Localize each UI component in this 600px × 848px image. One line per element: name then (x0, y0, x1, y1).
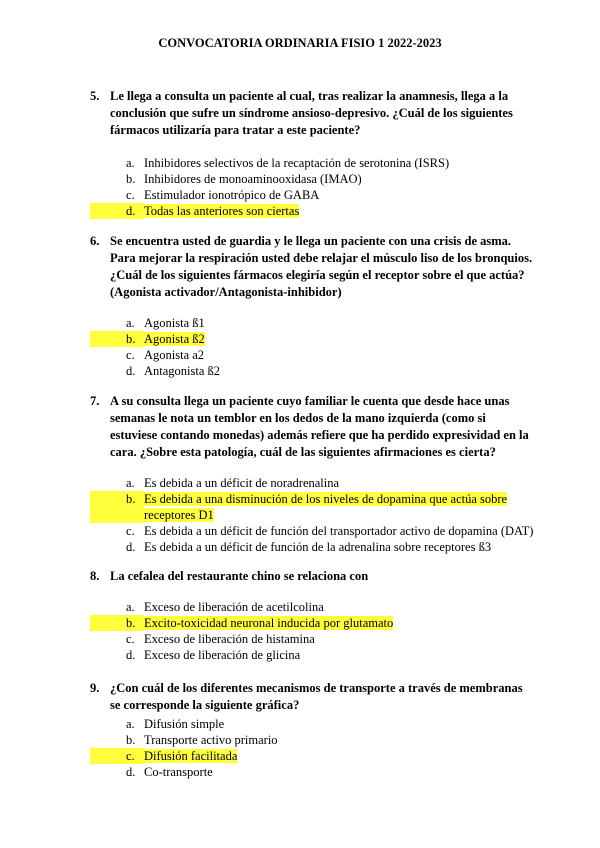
option-text: Co-transporte (144, 765, 213, 779)
question-number: 7. (90, 394, 100, 408)
option-text: Transporte activo primario (144, 733, 278, 747)
option-a[interactable]: a. Inhibidores selectivos de la recaptación de serotonina (ISRS) (126, 156, 450, 170)
question-text: La cefalea del restaurante chino se relaciona con (110, 569, 369, 583)
option-text: Es debida a un déficit de función de la adrenalina sobre receptores ß3 (144, 540, 492, 554)
option-c[interactable]: c. Es debida a un déficit de función del transportador activo de dopamina (DAT) (126, 524, 534, 538)
option-d[interactable]: d. Exceso de liberación de glicina (126, 648, 301, 662)
option-a[interactable]: a. Es debida a un déficit de noradrenalina (126, 476, 340, 490)
option-text: Exceso de liberación de acetilcolina (144, 600, 324, 614)
option-text-highlighted: Es debida a una disminución de los niveles de dopamina que actúa sobre receptores D1 (144, 492, 508, 522)
options-list (90, 475, 535, 555)
option-text: Agonista a2 (144, 348, 205, 362)
option-text-highlighted: Todas las anteriores son ciertas (144, 204, 300, 218)
option-text: Inhibidores selectivos de la recaptación de serotonina (ISRS) (144, 156, 450, 170)
option-b[interactable]: b. Agonista ß2 (90, 331, 535, 347)
option-c[interactable]: c. Difusión facilitada (90, 748, 535, 764)
option-text-highlighted: Agonista ß2 (144, 332, 205, 346)
options-list (90, 716, 535, 780)
question-number: 6. (90, 234, 100, 248)
option-text: Estimulador ionotrópico de GABA (144, 188, 320, 202)
question-text: ¿Con cuál de los diferentes mecanismos de transporte a través de membranas se corresponde la siguiente gráfica? (110, 681, 523, 712)
question-text: Se encuentra usted de guardia y le llega un paciente con una crisis de asma. Para mejorar la respiración usted debe relajar el músculo liso de los bronquios. ¿Cuál de los siguientes fármacos elegiría según el receptor sobre el que actúa? (Agonista activador/Antagonista-inhibidor) (110, 234, 533, 299)
page-title: CONVOCATORIA ORDINARIA FISIO 1 2022-2023 (158, 36, 442, 50)
question-6 (90, 233, 535, 379)
options-list (90, 155, 535, 219)
option-d[interactable]: d. Co-transporte (126, 765, 213, 779)
question-number: 5. (90, 89, 100, 103)
option-text-highlighted: Excito-toxicidad neuronal inducida por glutamato (144, 616, 394, 630)
option-d[interactable]: d. Todas las anteriores son ciertas (90, 203, 535, 219)
option-text-highlighted: Difusión facilitada (144, 749, 238, 763)
option-b[interactable]: b. Transporte activo primario (126, 733, 278, 747)
option-b[interactable]: b. Excito-toxicidad neuronal inducida por glutamato (90, 615, 535, 631)
question-8 (90, 568, 535, 663)
options-list (90, 599, 535, 663)
question-text: Le llega a consulta un paciente al cual, tras realizar la anamnesis, llega a la conclusión que sufre un síndrome ansioso-depresivo. ¿Cuál de los siguientes fármacos utilizaría para tratar a este paciente? (110, 89, 513, 137)
option-text: Exceso de liberación de histamina (144, 632, 315, 646)
option-text: Difusión simple (144, 717, 225, 731)
options-list (90, 315, 535, 379)
option-d[interactable]: d. Antagonista ß2 (126, 364, 221, 378)
option-c[interactable]: c. Agonista a2 (126, 348, 205, 362)
question-text: A su consulta llega un paciente cuyo familiar le cuenta que desde hace unas semanas le nota un temblor en los dedos de la mano izquierda (como si estuviese contando monedas) además refiere que ha perdido expresividad en la cara. ¿Sobre esta patología, cuál de las siguientes afirmaciones es cierta? (110, 394, 529, 459)
question-5 (90, 88, 535, 219)
option-a[interactable]: a. Difusión simple (126, 717, 225, 731)
option-text: Inhibidores de monoaminooxidasa (IMAO) (144, 172, 362, 186)
option-text: Exceso de liberación de glicina (144, 648, 301, 662)
option-b[interactable]: b. Es debida a una disminución de los niveles de dopamina que actúa sobre receptores D1 (90, 491, 535, 523)
option-a[interactable]: a. Exceso de liberación de acetilcolina (126, 600, 324, 614)
option-text: Es debida a un déficit de noradrenalina (144, 476, 340, 490)
option-text: Antagonista ß2 (144, 364, 221, 378)
option-text: Es debida a un déficit de función del transportador activo de dopamina (DAT) (144, 524, 534, 538)
option-a[interactable]: a. Agonista ß1 (126, 316, 205, 330)
question-number: 8. (90, 569, 100, 583)
question-7 (90, 393, 535, 555)
option-c[interactable]: c. Estimulador ionotrópico de GABA (126, 188, 320, 202)
question-9 (90, 680, 535, 780)
option-b[interactable]: b. Inhibidores de monoaminooxidasa (IMAO) (126, 172, 362, 186)
option-c[interactable]: c. Exceso de liberación de histamina (126, 632, 315, 646)
option-text: Agonista ß1 (144, 316, 205, 330)
option-d[interactable]: d. Es debida a un déficit de función de la adrenalina sobre receptores ß3 (126, 540, 492, 554)
question-number: 9. (90, 681, 100, 695)
